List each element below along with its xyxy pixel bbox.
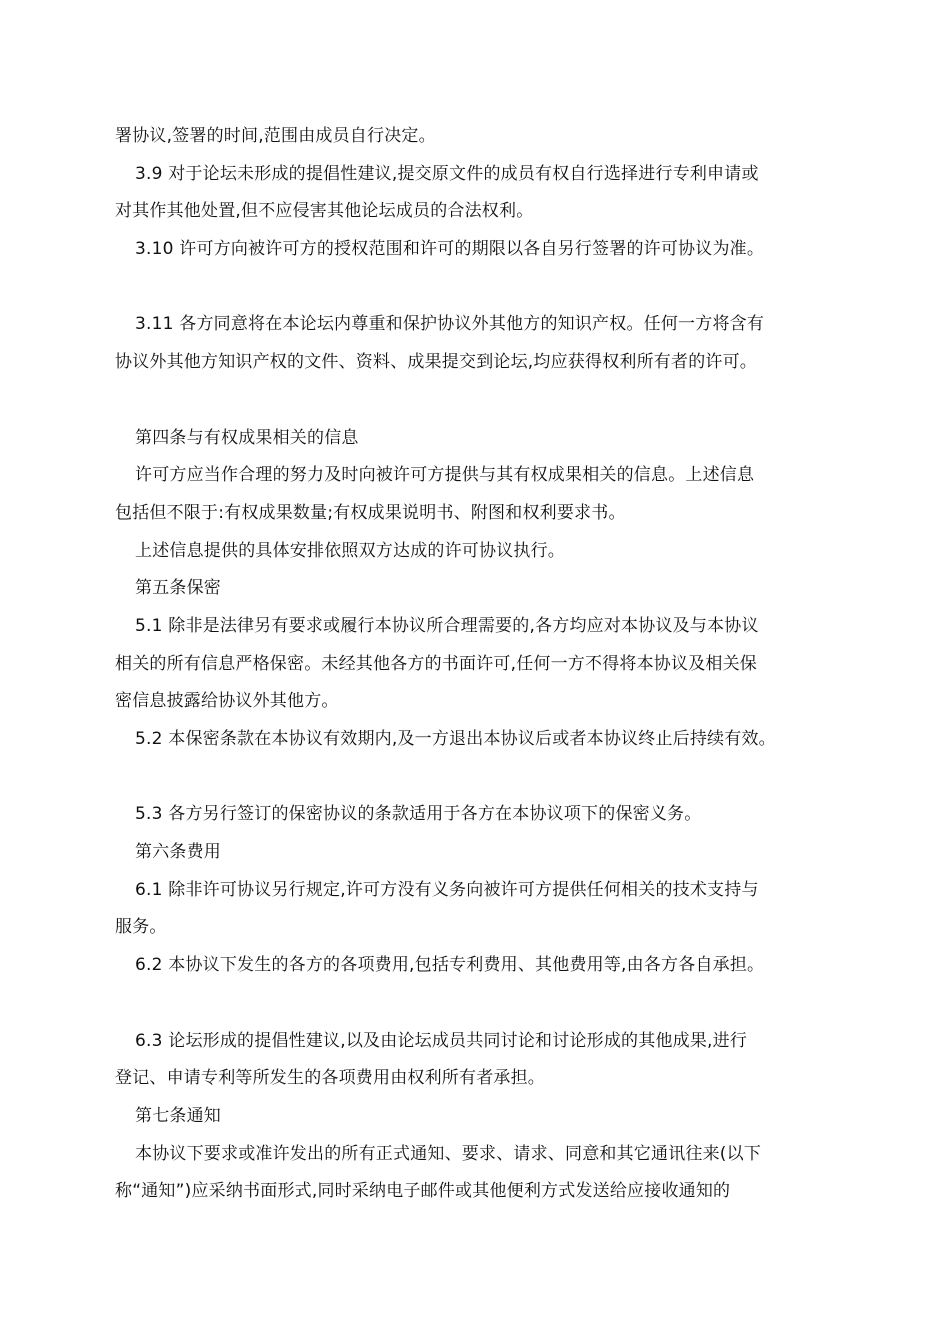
article-4-heading: 第四条与有权成果相关的信息 <box>135 427 359 448</box>
clause-5-1-line-1: 5.1 除非是法律另有要求或履行本协议所合理需要的,各方均应对本协议及与本协议 <box>135 615 759 636</box>
article-4-para-2: 上述信息提供的具体安排依照双方达成的许可协议执行。 <box>135 540 565 561</box>
article-5-heading: 第五条保密 <box>135 578 221 599</box>
document-page <box>115 118 845 1211</box>
blank-line <box>115 985 845 1023</box>
clause-6-1-line-1: 6.1 除非许可协议另行规定,许可方没有义务向被许可方提供任何相关的技术支持与 <box>135 879 759 900</box>
clause-6-2: 6.2 本协议下发生的各方的各项费用,包括专利费用、其他费用等,由各方各自承担。 <box>135 955 765 976</box>
blank-line <box>115 382 845 420</box>
text-line: 署协议,签署的时间,范围由成员自行决定。 <box>115 126 436 146</box>
clause-6-3-line-2: 登记、申请专利等所发生的各项费用由权利所有者承担。 <box>115 1068 545 1089</box>
clause-6-1-line-2: 服务。 <box>115 917 167 938</box>
clause-6-3-line-1: 6.3 论坛形成的提倡性建议,以及由论坛成员共同讨论和讨论形成的其他成果,进行 <box>135 1030 748 1051</box>
clause-3-11-line-2: 协议外其他方知识产权的文件、资料、成果提交到论坛,均应获得权利所有者的许可。 <box>115 352 758 373</box>
article-7-para-line-1: 本协议下要求或准许发出的所有正式通知、要求、请求、同意和其它通讯往来(以下 <box>135 1143 762 1164</box>
article-4-para-line-2: 包括但不限于:有权成果数量;有权成果说明书、附图和权利要求书。 <box>115 502 626 523</box>
clause-3-10: 3.10 许可方向被许可方的授权范围和许可的期限以各自另行签署的许可协议为准。 <box>135 239 765 260</box>
article-7-para-line-2: 称“通知”)应采纳书面形式,同时采纳电子邮件或其他便利方式发送给应接收通知的 <box>115 1181 731 1202</box>
clause-5-1-line-3: 密信息披露给协议外其他方。 <box>115 691 339 712</box>
clause-5-1-line-2: 相关的所有信息严格保密。未经其他各方的书面许可,任何一方不得将本协议及相关保 <box>115 653 758 674</box>
article-7-heading: 第七条通知 <box>135 1105 221 1126</box>
clause-3-11-line-1: 3.11 各方同意将在本论坛内尊重和保护协议外其他方的知识产权。任何一方将含有 <box>135 314 765 335</box>
clause-3-9-line-1: 3.9 对于论坛未形成的提倡性建议,提交原文件的成员有权自行选择进行专利申请或 <box>135 163 759 184</box>
blank-line <box>115 269 845 307</box>
blank-line <box>115 759 845 797</box>
clause-5-2: 5.2 本保密条款在本协议有效期内,及一方退出本协议后或者本协议终止后持续有效。 <box>135 729 776 749</box>
article-4-para-line-1: 许可方应当作合理的努力及时向被许可方提供与其有权成果相关的信息。上述信息 <box>135 465 755 486</box>
article-6-heading: 第六条费用 <box>135 842 221 863</box>
clause-5-3: 5.3 各方另行签订的保密协议的条款适用于各方在本协议项下的保密义务。 <box>135 804 702 825</box>
clause-3-9-line-2: 对其作其他处置,但不应侵害其他论坛成员的合法权利。 <box>115 201 534 222</box>
